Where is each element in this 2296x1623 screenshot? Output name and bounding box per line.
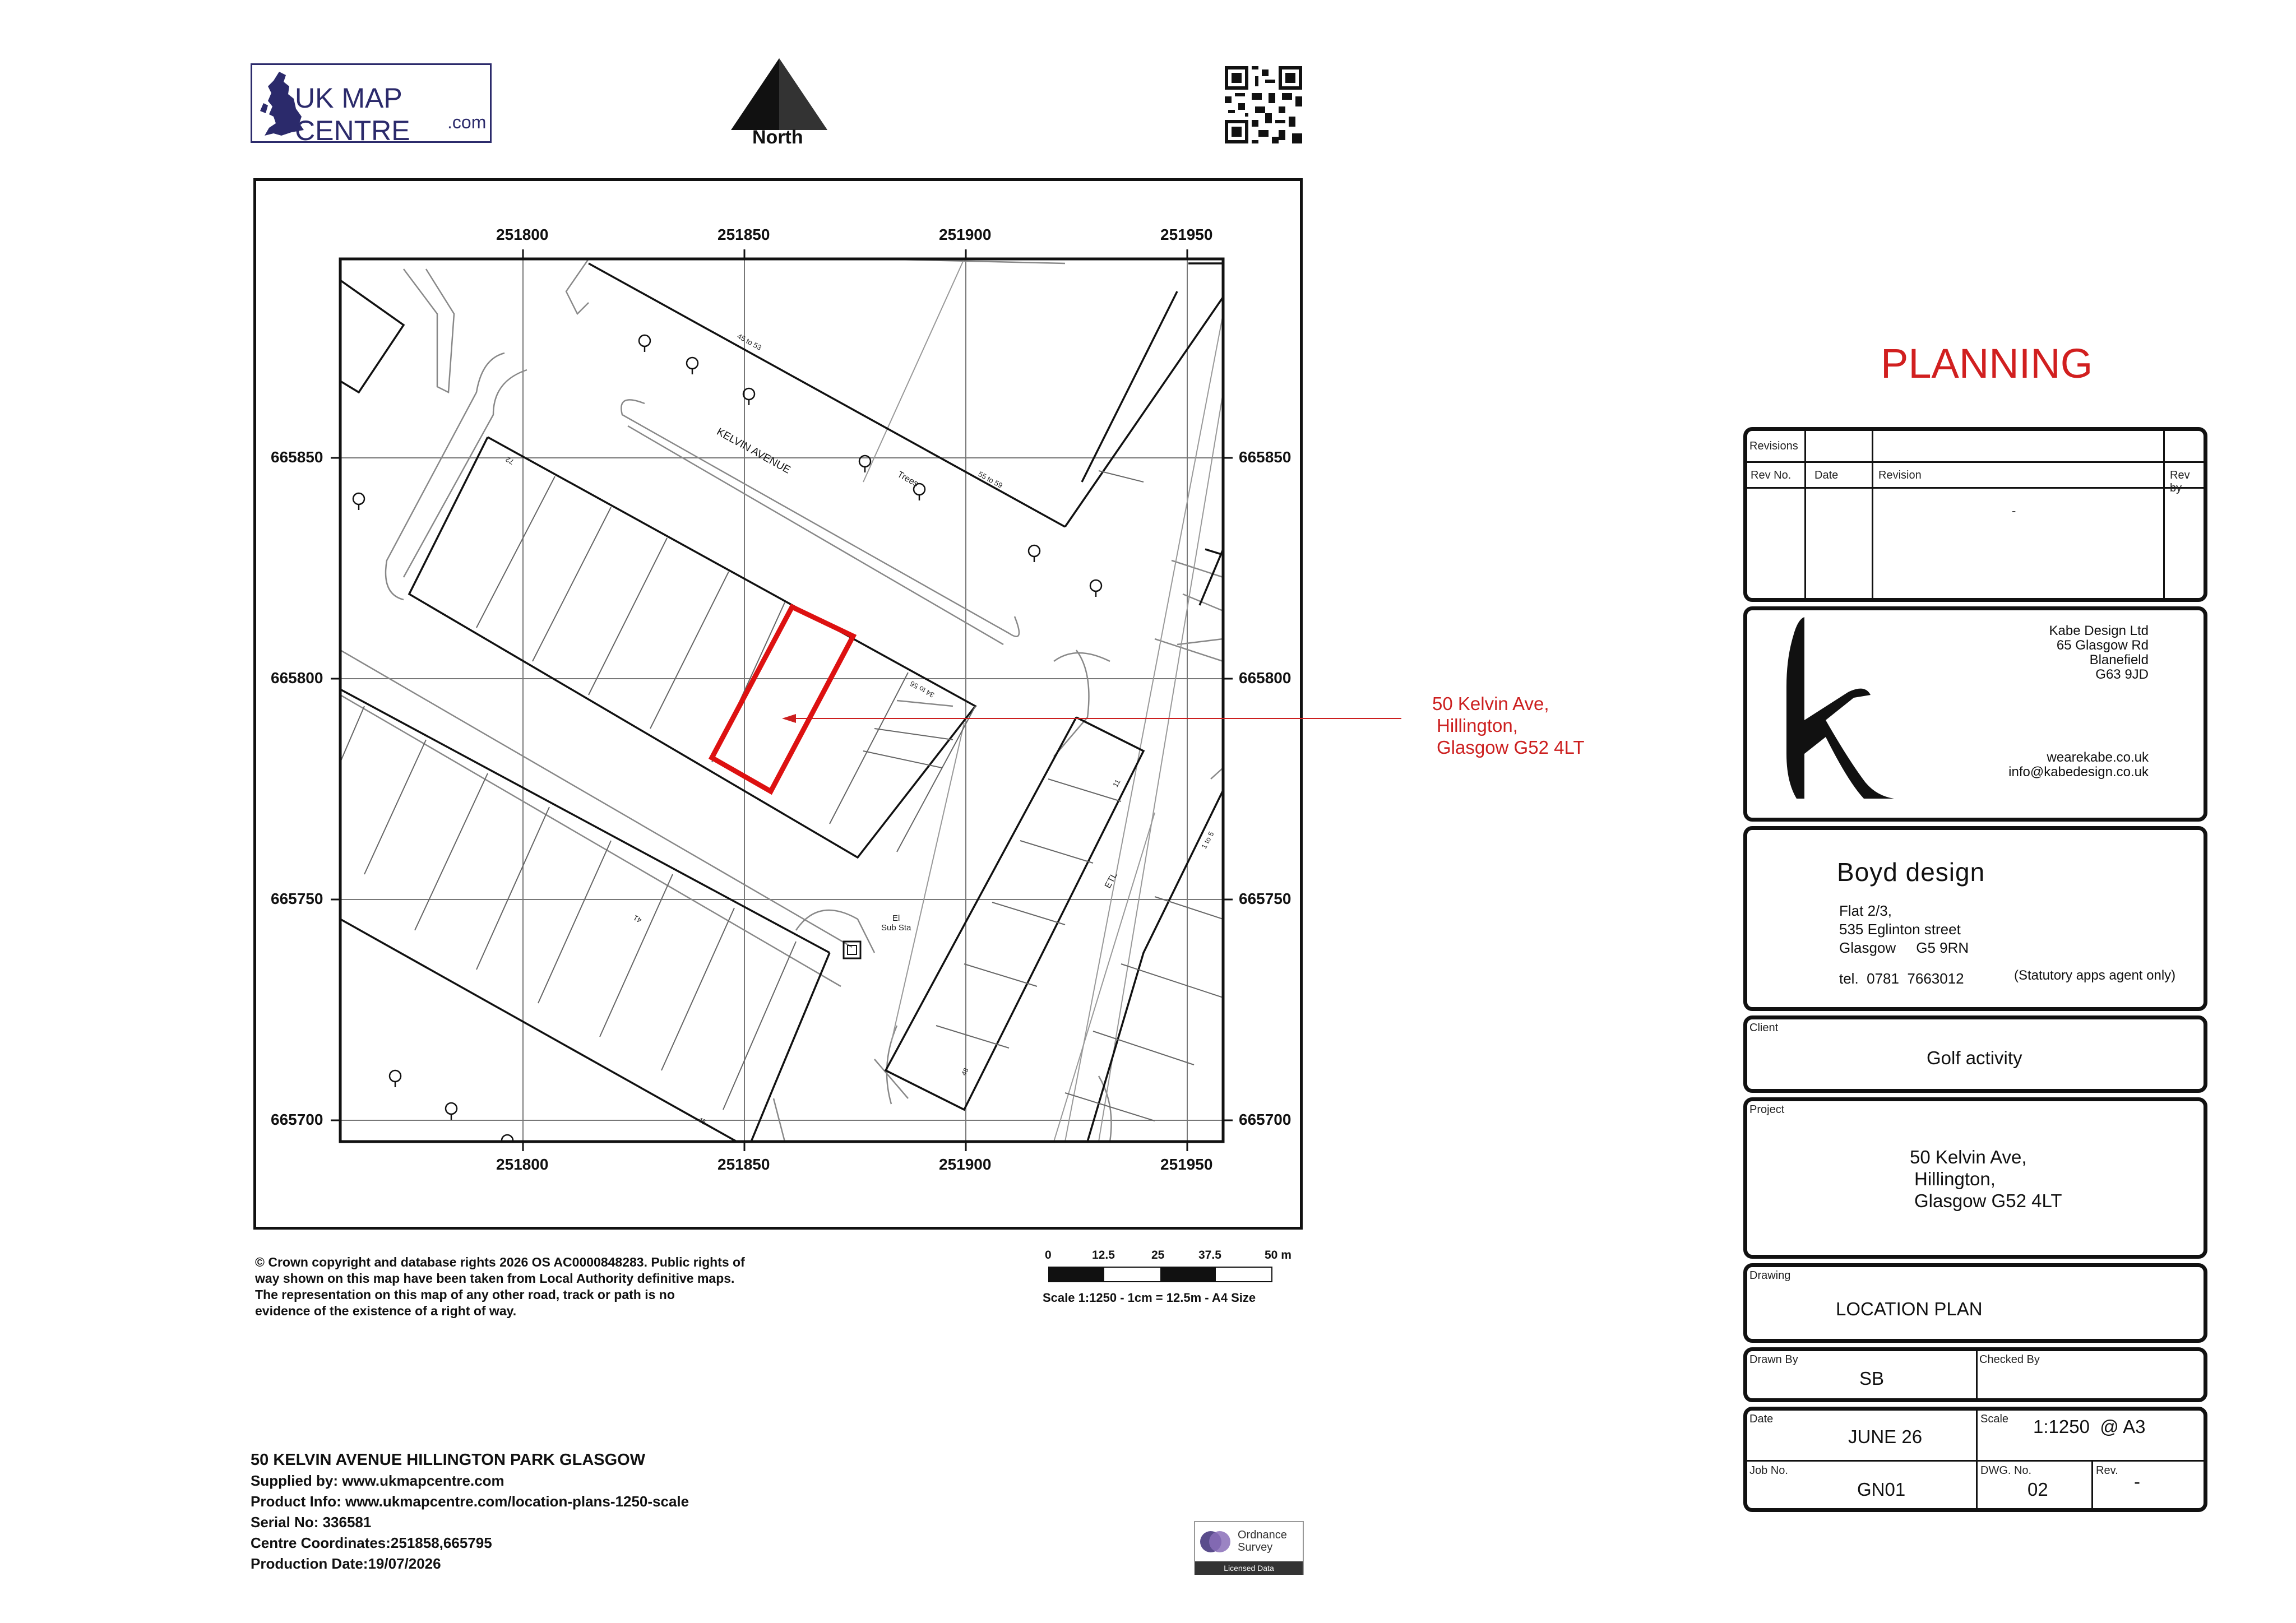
os-licensed: Licensed Data bbox=[1195, 1561, 1303, 1575]
scale-tick: 12.5 bbox=[1092, 1249, 1115, 1262]
agent-note: (Statutory apps agent only) bbox=[2014, 968, 2176, 983]
footer-title: 50 KELVIN AVENUE HILLINGTON PARK GLASGOW bbox=[251, 1451, 646, 1469]
callout-line: 50 Kelvin Ave, bbox=[1432, 693, 1549, 714]
client-label: Client bbox=[1749, 1022, 1779, 1034]
y-tick-label-left: 665850 bbox=[271, 448, 323, 466]
trees-label: Trees bbox=[895, 470, 920, 489]
x-tick-label-bottom: 251900 bbox=[939, 1156, 992, 1173]
scale-bar-graphic bbox=[1048, 1267, 1272, 1282]
x-tick-label-bottom: 251800 bbox=[496, 1156, 549, 1173]
drawing-box bbox=[1743, 1263, 2207, 1343]
scale-caption: Scale 1:1250 - 1cm = 12.5m - A4 Size bbox=[1043, 1291, 1256, 1305]
house-num-label: 45 bbox=[696, 1115, 708, 1127]
copyright-line: The representation on this map of any other road, track or path is no bbox=[255, 1287, 675, 1302]
house-num-label: 11 bbox=[1111, 778, 1122, 789]
house-nums-label: 34 to 56 bbox=[908, 679, 936, 699]
os-line2: Survey bbox=[1238, 1541, 1273, 1554]
logo-sub: .com bbox=[447, 112, 487, 132]
house-num-label: 41 bbox=[632, 913, 644, 925]
footer-supplied: Supplied by: www.ukmapcentre.com bbox=[251, 1472, 504, 1489]
drawing-info-box bbox=[1743, 1407, 2207, 1512]
house-nums-label: 45 to 53 bbox=[735, 332, 763, 352]
col-rev-by: Rev by bbox=[2170, 469, 2190, 494]
revisions-title: Revisions bbox=[1749, 440, 1798, 452]
footer-serial: Serial No: 336581 bbox=[251, 1514, 372, 1531]
copyright-line: evidence of the existence of a right of way. bbox=[255, 1304, 517, 1318]
drawing-value: LOCATION PLAN bbox=[1836, 1299, 1983, 1319]
house-num-label: 48 bbox=[960, 1066, 970, 1077]
x-tick-label-top: 251900 bbox=[939, 226, 992, 243]
revisions-box bbox=[1743, 427, 2207, 602]
y-tick-label-right: 665850 bbox=[1239, 448, 1292, 466]
callout-line: Glasgow G52 4LT bbox=[1437, 737, 1585, 758]
footer-product: Product Info: www.ukmapcentre.com/location-plans-1250-scale bbox=[251, 1493, 689, 1510]
checked-by-label: Checked By bbox=[1979, 1353, 2040, 1366]
rev-label: Rev. bbox=[2096, 1464, 2118, 1477]
company-email[interactable]: info@kabedesign.co.uk bbox=[2008, 764, 2149, 780]
north-label: North bbox=[752, 127, 803, 148]
callout-line: Hillington, bbox=[1437, 715, 1518, 736]
project-line: Hillington, bbox=[1914, 1168, 1996, 1189]
agent-address bbox=[1839, 902, 1969, 957]
footer-production: Production Date:19/07/2026 bbox=[251, 1555, 441, 1572]
col-date: Date bbox=[1814, 469, 1839, 481]
agent-addr2: 535 Eglinton street bbox=[1839, 921, 1961, 938]
revision-entry: - bbox=[2012, 504, 2016, 518]
tree-symbols bbox=[353, 335, 1101, 1146]
job-no-value: GN01 bbox=[1857, 1479, 1906, 1500]
scale-tick: 37.5 bbox=[1198, 1249, 1221, 1262]
footer-centre: Centre Coordinates:251858,665795 bbox=[251, 1534, 492, 1551]
street-label: KELVIN AVENUE bbox=[714, 426, 793, 476]
os-line1: Ordnance bbox=[1238, 1529, 1287, 1541]
company-name: Kabe Design Ltd bbox=[2049, 623, 2149, 638]
col-rev-no: Rev No. bbox=[1751, 469, 1792, 481]
project-label: Project bbox=[1749, 1103, 1785, 1116]
dwg-no-value: 02 bbox=[2027, 1479, 2048, 1500]
drawn-checked-box bbox=[1743, 1347, 2207, 1402]
project-box bbox=[1743, 1097, 2207, 1259]
job-no-label: Job No. bbox=[1749, 1464, 1788, 1477]
map-footer bbox=[251, 1450, 689, 1574]
x-tick-label-bottom: 251950 bbox=[1160, 1156, 1213, 1173]
os-logo bbox=[1194, 1521, 1304, 1575]
copyright-line: © Crown copyright and database rights 2026 OS AC0000848283. Public rights of bbox=[255, 1255, 745, 1269]
company-postcode: G63 9JD bbox=[2095, 667, 2149, 682]
client-value: Golf activity bbox=[1927, 1047, 2022, 1068]
house-num-label: 1 to 5 bbox=[1200, 830, 1216, 851]
etl-label: ETL bbox=[1103, 871, 1119, 890]
agent-addr3: Glasgow G5 9RN bbox=[1839, 939, 1969, 956]
scale-tick: 50 m bbox=[1265, 1249, 1292, 1262]
y-tick-label-right: 665800 bbox=[1239, 669, 1292, 687]
logo-text: UK MAP CENTRE bbox=[295, 82, 410, 146]
y-tick-label-left: 665700 bbox=[271, 1111, 323, 1128]
scale-value: 1:1250 @ A3 bbox=[2033, 1416, 2146, 1437]
y-tick-label-right: 665700 bbox=[1239, 1111, 1292, 1128]
client-box bbox=[1743, 1015, 2207, 1093]
planning-status: PLANNING bbox=[1881, 340, 2093, 387]
x-tick-label-top: 251850 bbox=[718, 226, 770, 243]
substation-label: El Sub Sta bbox=[881, 913, 911, 933]
x-tick-label-top: 251950 bbox=[1160, 226, 1213, 243]
scale-label: Scale bbox=[1980, 1413, 2009, 1425]
company-web[interactable]: wearekabe.co.uk bbox=[2047, 750, 2149, 765]
site-callout bbox=[1432, 693, 1585, 758]
os-emblem-icon bbox=[1200, 1528, 1231, 1556]
x-tick-label-top: 251800 bbox=[496, 226, 549, 243]
copyright-line: way shown on this map have been taken from Local Authority definitive maps. bbox=[255, 1271, 735, 1286]
agent-box bbox=[1743, 826, 2207, 1011]
scale-tick: 25 bbox=[1151, 1249, 1165, 1262]
agent-name: Boyd design bbox=[1837, 857, 1985, 887]
date-value: JUNE 26 bbox=[1848, 1426, 1923, 1447]
x-tick-label-bottom: 251850 bbox=[718, 1156, 770, 1173]
house-num-label: 72 bbox=[504, 455, 516, 466]
company-addr2: Blanefield bbox=[2089, 652, 2149, 667]
copyright-notice bbox=[255, 1254, 816, 1319]
scale-tick: 0 bbox=[1045, 1249, 1052, 1262]
house-nums-label: 55 to 59 bbox=[976, 470, 1004, 490]
project-line: 50 Kelvin Ave, bbox=[1910, 1147, 2027, 1167]
drawn-by-label: Drawn By bbox=[1749, 1353, 1798, 1366]
company-box bbox=[1743, 606, 2207, 822]
y-tick-label-right: 665750 bbox=[1239, 890, 1292, 907]
col-revision: Revision bbox=[1878, 469, 1922, 481]
drawing-label: Drawing bbox=[1749, 1269, 1791, 1282]
grid-ticks bbox=[331, 249, 1233, 1151]
kabe-logo-icon bbox=[1764, 614, 1899, 804]
dwg-no-label: DWG. No. bbox=[1980, 1464, 2032, 1477]
date-label: Date bbox=[1749, 1413, 1774, 1425]
rev-value: - bbox=[2134, 1471, 2140, 1492]
site-boundary bbox=[712, 607, 853, 791]
agent-tel: tel. 0781 7663012 bbox=[1839, 970, 1964, 987]
company-address bbox=[2049, 624, 2149, 682]
y-tick-label-left: 665800 bbox=[271, 669, 323, 687]
callout-arrowhead bbox=[782, 714, 796, 723]
agent-addr1: Flat 2/3, bbox=[1839, 902, 1892, 919]
y-tick-label-left: 665750 bbox=[271, 890, 323, 907]
project-address bbox=[1910, 1146, 2062, 1212]
scale-bar bbox=[1043, 1249, 1300, 1310]
company-addr1: 65 Glasgow Rd bbox=[2056, 638, 2149, 653]
project-line: Glasgow G52 4LT bbox=[1914, 1190, 2062, 1211]
drawn-by-value: SB bbox=[1859, 1368, 1885, 1389]
company-contact bbox=[2008, 750, 2149, 780]
